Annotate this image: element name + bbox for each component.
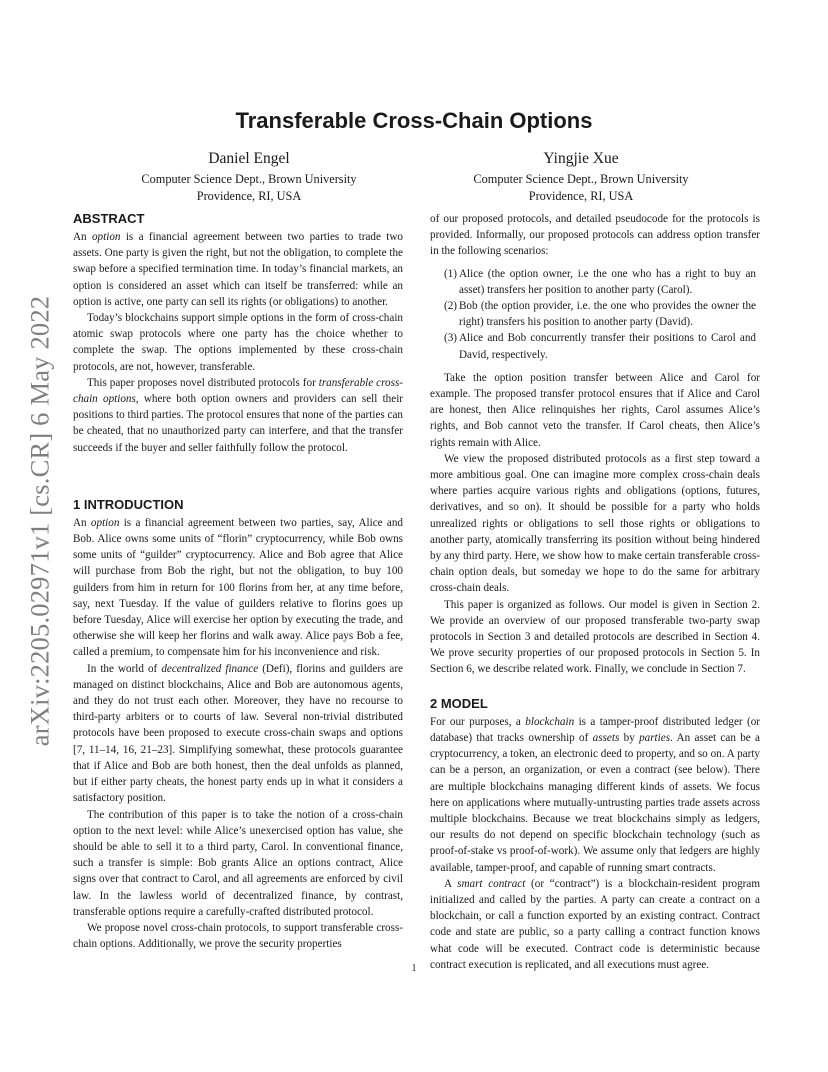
introduction-paragraph: An option is a financial agreement between two parties, say, Alice and Bob. Alice owns some units of “florin” cryptocurrency, while Bob owns some units of “guilder” cryptocurrency. Alice and Bob agree that Alice will purchase from Bob the right, but not the obligation, to buy 100 guilders from him in return for 100 florins from her, at any time before, say, next Tuesday. If the value of guilders relative to florins goes up before Tuesday, Alice will exercise her option by executing the trade, and otherwise she will keep her florins and walk away. Alice pays Bob a fee, called a premium, to compensate him for his inconvenience and risk.: [73, 516, 403, 659]
author-name: Yingjie Xue: [543, 150, 619, 167]
abstract-heading: ABSTRACT: [73, 211, 145, 226]
scenario-number: (1): [444, 267, 457, 280]
author-block-1: [84, 150, 414, 205]
abstract-paragraph: This paper proposes novel distributed protocols for transferable cross-chain options, where both option owners and providers can sell their positions to third parties. The protocol ensures that none of the parties can be cheated, that no unauthorized party can interfere, and that the transfer succeeds if the buyer and seller faithfully follow the protocol.: [73, 376, 404, 454]
model-paragraph: For our purposes, a blockchain is a tamper-proof distributed ledger (or database) that tracks ownership of assets by parties. An asset can be a cryptocurrency, a token, an electronic deed to property, and so on. A party can be a person, an organization, or even a contract (see below). There are multiple blockchains managing different kinds of assets. We focus here on applications where mutually-untrusting parties trade assets across multiple blockchains. Because we treat blockchains simply as ledgers, our results do not depend on specific blockchain technology (such as proof-of-stake vs proof-of-work). We assume only that ledgers are highly available, tamper-proof, and capable of running smart contracts.: [430, 715, 760, 874]
author-location: Providence, RI, USA: [528, 189, 634, 203]
transfer-scenario-list: [430, 266, 760, 363]
scenario-text: Alice and Bob concurrently transfer their positions to Carol and David, respectively.: [459, 332, 756, 361]
author-location: Providence, RI, USA: [196, 189, 302, 203]
scenario-text: Bob (the option provider, i.e. the one who provides the owner the right) transfers his position to another party (David).: [459, 300, 756, 329]
arxiv-identifier-stamp: [20, 286, 60, 756]
scenario-number: (2): [444, 300, 457, 313]
abstract-paragraph: Today’s blockchains support simple options in the form of cross-chain atomic swap protocols where one party has the choice whether to complete the swap. The options implemented by these cross-chain protocols, are not, however, transferable.: [73, 312, 403, 373]
right-column: [430, 211, 760, 973]
scenario-item: [430, 266, 760, 298]
introduction-paragraph: In the world of decentralized finance (Defi), florins and guilders are managed on distinct blockchains, Alice and Bob are autonomous agents, and they do not trust each other. Moreover, they have no recourse to third-party arbiters or to courts of law. Several non-trivial distributed protocols have been proposed to execute cross-chain swaps and options [7, 11–14, 16, 21–23]. Simplifying somewhat, these protocols guarantee that if Alice and Bob are both honest, then the deal unfolds as planned, but if either party cheats, the honest party ends up in what it considers a satisfactory position.: [73, 662, 403, 805]
introduction-paragraph: Take the option position transfer between Alice and Carol for example. The proposed transfer protocol ensures that if Alice and Carol are honest, then Alice relinquishes her rights, Carol assumes Alice’s rights, and Bob cannot veto the transfer. If Carol cheats, then Alice’s rights remain with Alice.: [430, 371, 760, 449]
italic-term: decentralized finance: [161, 662, 259, 675]
scenario-item: [430, 330, 760, 362]
introduction-paragraph: We view the proposed distributed protocols as a first step toward a more ambitious goal. One can imagine more complex cross-chain deals where parties acquire various rights and obligations (options, futures, derivatives, and so on). It should be possible for a party who holds unrealized rights or obligations to sell those rights or obligations to another party, atomically transferring its position without being hindered by any third party. Here, we show how to make certain transferable cross-chain option deals, but someday we hope to do the same for arbitrary cross-chain deals.: [430, 452, 760, 595]
italic-term: assets: [592, 731, 620, 744]
italic-term: smart contract: [457, 877, 526, 890]
italic-term: option: [91, 231, 121, 243]
italic-term: blockchain: [525, 715, 575, 728]
arxiv-identifier-text: arXiv:2205.02971v1 [cs.CR] 6 May 2022: [24, 295, 55, 747]
author-affiliation: Computer Science Dept., Brown University: [141, 172, 357, 186]
italic-term: option: [90, 516, 120, 529]
introduction-heading: 1 INTRODUCTION: [73, 496, 184, 512]
italic-term: parties: [639, 731, 671, 744]
paper-title: Transferable Cross-Chain Options: [235, 108, 593, 133]
scenario-text: Alice (the option owner, i.e the one who has a right to buy an asset) transfers her position to another party (Carol).: [459, 267, 756, 296]
scenario-number: (3): [444, 332, 457, 345]
introduction-paragraph: This paper is organized as follows. Our model is given in Section 2. We provide an overview of our proposed transferable two-party swap protocols in Section 3 and detailed protocols are described in Section 4. We prove security properties of our proposed protocols in Section 5. In Section 6, we describe related work. Finally, we conclude in Section 7.: [430, 598, 760, 676]
left-column: [73, 211, 403, 952]
introduction-paragraph: The contribution of this paper is to take the notion of a cross-chain option to the next level: while Alice’s unexercised option has value, she should be able to sell it to a third party, Carol. In conventional finance, such a transfer is simple: Bob grants Alice an options contract, Alice signs over that contract to Carol, and all agreements are enforced by civil law. In the lawless world of decentralized finance, by contrast, transferable options require a carefully-crafted distributed protocol.: [73, 808, 403, 918]
author-affiliation: Computer Science Dept., Brown University: [473, 172, 689, 186]
author-block-2: [416, 150, 746, 205]
italic-term: transferable cross-chain options: [73, 376, 403, 406]
model-paragraph: A smart contract (or “contract”) is a blockchain-resident program initialized and called by the parties. A party can create a contract on a blockchain, or call a function exported by an existing contract. Contract code and state are public, so a party calling a contract function knows what code will be executed. Contract code is deterministic because contract execution is replicated, and all executions must agree.: [430, 877, 760, 971]
page-number: 1: [411, 963, 417, 974]
author-name: Daniel Engel: [208, 150, 290, 167]
scenario-item: [430, 298, 760, 330]
abstract-paragraph: An option is a financial agreement between two parties to trade two assets. One party is given the right, but not the obligation, to complete the swap before a specified termination time. In today’s financial markets, an option is considered an asset which can itself be transferred: while an option is active, one party can sell its rights (or obligations) to another.: [73, 231, 403, 308]
introduction-continuation: of our proposed protocols, and detailed pseudocode for the protocols is provided. Informally, our proposed protocols can address option transfer in the following scenarios:: [430, 213, 760, 258]
model-heading: 2 MODEL: [430, 695, 488, 711]
introduction-paragraph: We propose novel cross-chain protocols, to support transferable cross-chain options. Additionally, we prove the security properties: [73, 921, 403, 951]
